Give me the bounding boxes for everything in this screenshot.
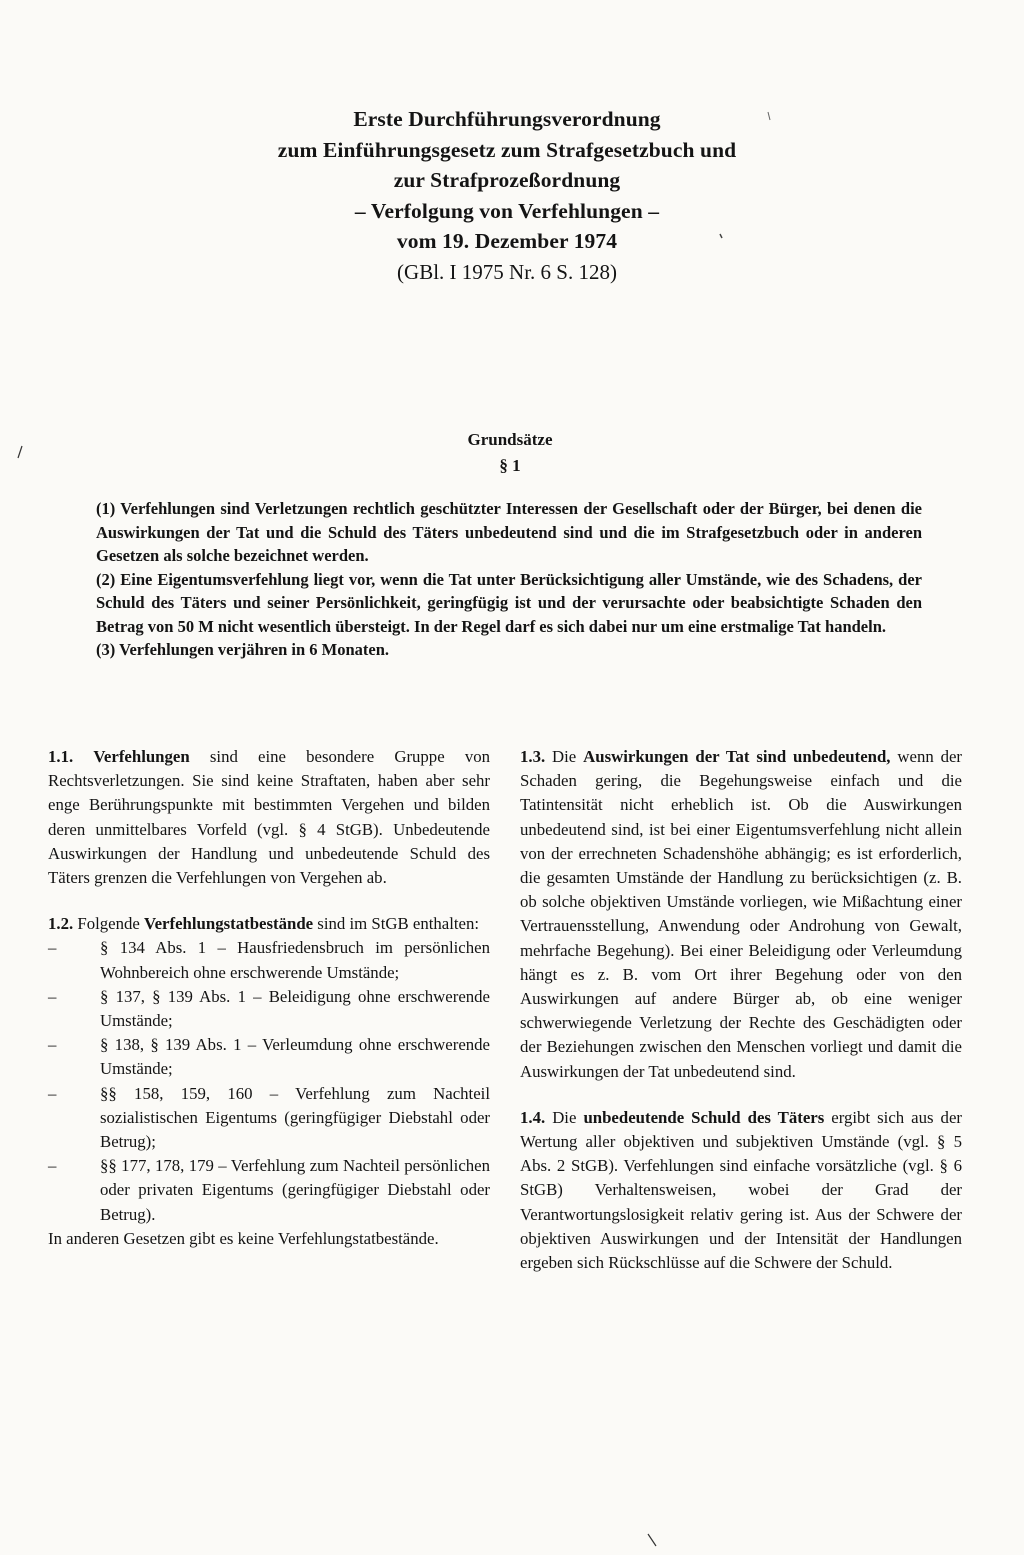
list-item — [48, 1082, 490, 1155]
title-line-3: zur Strafprozeßordnung — [393, 168, 621, 192]
dash-bullet: – — [48, 1083, 57, 1103]
scan-speck — [18, 446, 22, 458]
dash-bullet: – — [48, 1156, 57, 1176]
section-keyword: Verfehlungstatbestände — [144, 914, 314, 934]
law-paragraph-3: (3) Verfehlungen verjähren in 6 Monaten. — [96, 640, 390, 659]
scan-speck — [648, 1534, 656, 1546]
list-item-text: § 138, § 139 Abs. 1 – Verleumdung ohne erschwerende Umstände; — [100, 1035, 490, 1079]
section-number: 1.4. — [520, 1107, 546, 1127]
section-heading: Grundsätze — [467, 430, 553, 449]
list-item-text: §§ 177, 178, 179 – Verfehlung zum Nachteil persönlichen oder privaten Eigentums (geringfügiger Diebstahl oder Betrug). — [100, 1156, 490, 1224]
title-line-5: vom 19. Dezember 1974 — [396, 229, 618, 253]
section-keyword: unbedeutende Schuld des Täters — [583, 1107, 825, 1127]
section-number: 1.2. — [48, 914, 74, 934]
closing-sentence: In anderen Gesetzen gibt es keine Verfehlungstatbestände. — [48, 1228, 439, 1248]
title-line-1: Erste Durchführungsverordnung — [353, 107, 661, 131]
section-text: sind im StGB enthalten: — [313, 914, 480, 934]
commentary-left-column — [48, 745, 490, 1251]
list-item-text: §§ 158, 159, 160 – Verfehlung zum Nachteil sozialistischen Eigentums (geringfügiger Diebstahl oder Betrug); — [100, 1083, 490, 1152]
list-item-text: § 137, § 139 Abs. 1 – Beleidigung ohne erschwerende Umstände; — [100, 986, 490, 1031]
title-line-2: zum Einführungsgesetz zum Strafgesetzbuch und — [277, 137, 737, 162]
law-text — [96, 497, 922, 662]
list-item — [48, 936, 490, 984]
dash-bullet: – — [48, 1035, 57, 1055]
section-text: Folgende — [73, 914, 145, 934]
list-item-text: § 134 Abs. 1 – Hausfriedensbruch im persönlichen Wohnbereich ohne erschwerende Umstände; — [100, 938, 490, 982]
section-text: Die — [545, 747, 584, 766]
section-number: 1.3. — [520, 747, 546, 766]
section-1-2 — [48, 912, 490, 936]
section-text: wenn der Schaden gering, die Begehungsweise einfach und die Tatintensität nicht erheblich ist. Ob die Auswirkungen unbedeutend sind, ist bei einer Eigentumsverfehlung nicht allein von der errechneten Schadenshöhe abhängig; es ist erforderlich, die gesamten Umstände der Handlung zu berücksichtigen (z. B. ob solche objektiven Umstände vorliegen, wie Mißachtung einer Vertrauensstellung, Anwendung oder Androhung von Gewalt, mehrfache Begehung). Bei einer Beleidigung oder Verleumdung hängt es z. B. vom Ort ihrer Begehung oder von den Auswirkungen auf andere Bürger ab, ob eine weniger schwerwiegende Verletzung der Rechte des Geschädigten oder der Beziehungen zwischen den Menschen vorliegt und damit die Auswirkungen der Tat unbedeutend sind. — [520, 747, 963, 1081]
section-1-4 — [520, 1106, 962, 1275]
law-paragraph-1: (1) Verfehlungen sind Verletzungen rechtlich geschützter Interessen der Gesellschaft oder der Bürger, bei denen die Auswirkungen der Tat und die Schuld des Täters unbedeutend sind und die im Strafgesetzbuch oder in anderen Gesetzen als solche bezeichnet werden. — [96, 499, 922, 565]
section-keyword: Verfehlungen — [93, 747, 190, 766]
title-line-4: – Verfolgung von Verfehlungen – — [354, 198, 660, 223]
list-item — [48, 1154, 490, 1227]
section-text: sind eine besondere Gruppe von Rechtsverletzungen. Sie sind keine Straftaten, haben aber sehr enge Berührungspunkte mit bestimmten Vergehen und bilden deren unmittelbares Vorfeld (vgl. § 4 StGB). Unbedeutende Auswirkungen der Handlung und unbedeutende Schuld des Täters grenzen die Verfehlungen von Vergehen ab. — [48, 747, 490, 888]
section-text: Die — [545, 1107, 584, 1127]
section-1-3 — [520, 745, 962, 1084]
list-item — [48, 1033, 490, 1081]
dash-bullet: – — [48, 986, 57, 1006]
section-1-1 — [48, 745, 490, 890]
offense-list — [48, 936, 490, 1226]
law-paragraph-2: (2) Eine Eigentumsverfehlung liegt vor, wenn die Tat unter Berücksichtigung aller Umstände, wie des Schadens, der Schuld des Täters und seiner Persönlichkeit, geringfügig ist und der verursachte oder beabsichtigte Schaden den Betrag von 50 M nicht wesentlich übersteigt. In der Regel darf es sich dabei nur um eine erstmalige Tat handeln. — [96, 569, 922, 636]
paragraph-mark: § 1 — [499, 456, 521, 475]
section-keyword: Auswirkungen der Tat sind unbedeutend, — [583, 747, 891, 766]
document-title — [150, 104, 864, 287]
list-item — [48, 985, 490, 1033]
section-text: ergibt sich aus der Wertung aller objektiven und subjektiven Umstände (vgl. § 5 Abs. 2 StGB). Verfehlungen sind einfache vorsätzliche (vgl. § 6 StGB) Verhaltensweisen, wobei der Grad der Verantwortungslosigkeit relativ gering ist. Aus der Schwere der objektiven Auswirkungen und der Intensität der Handlungen ergeben sich Rückschlüsse auf die Schwere der Schuld. — [520, 1107, 962, 1273]
section-number: 1.1. — [48, 747, 74, 766]
commentary-right-column — [520, 745, 962, 1275]
title-citation: (GBl. I 1975 Nr. 6 S. 128) — [397, 259, 617, 284]
dash-bullet: – — [48, 938, 57, 958]
